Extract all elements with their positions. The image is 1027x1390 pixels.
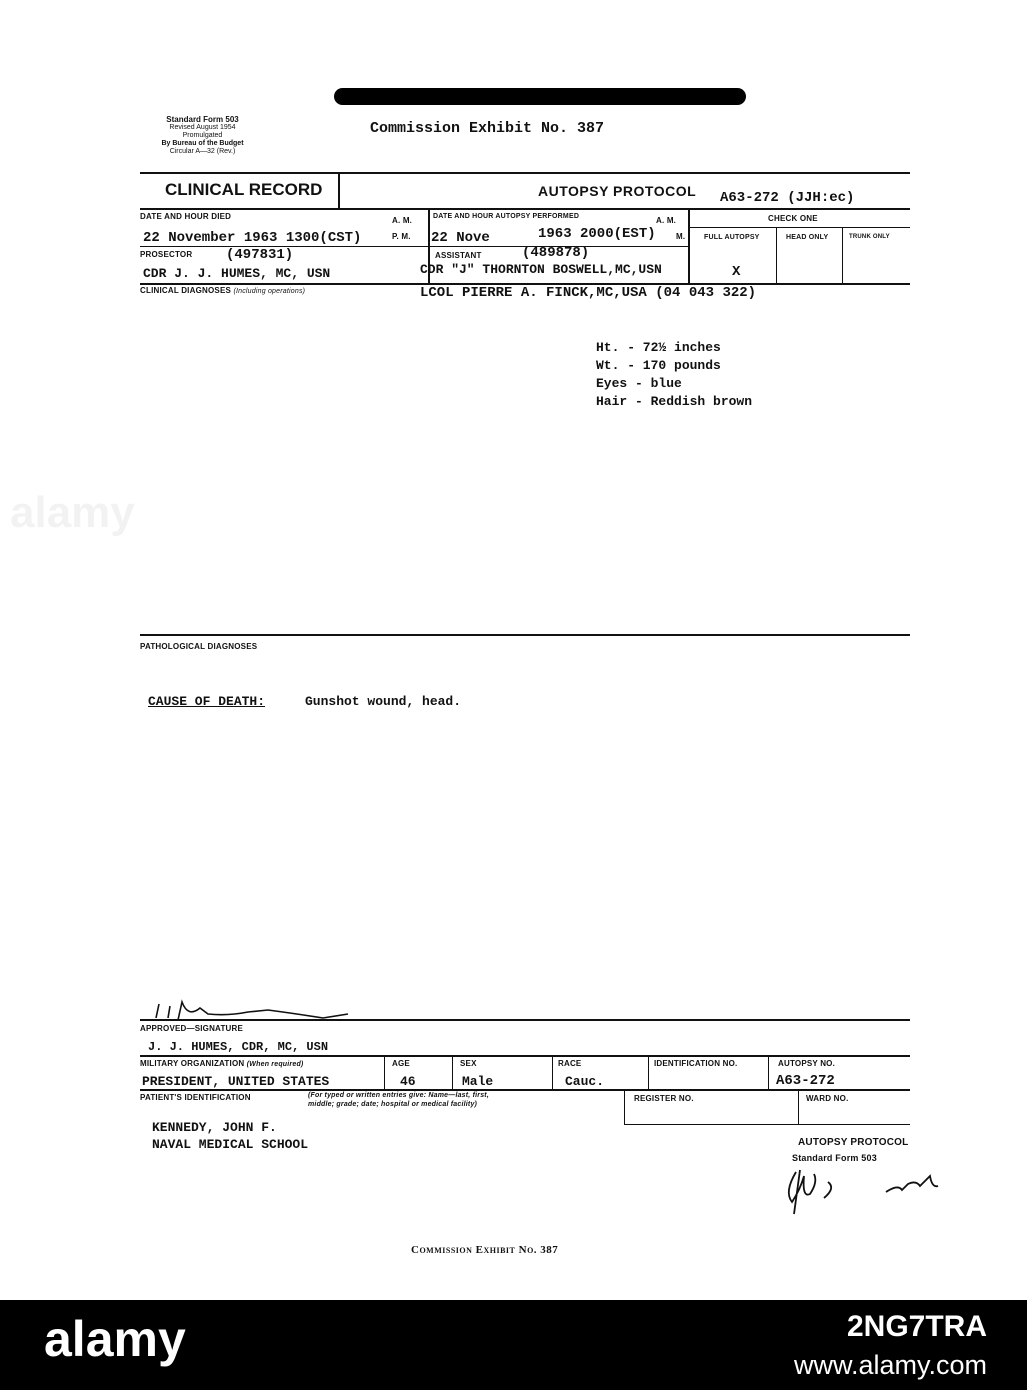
age-value: 46 <box>400 1074 416 1089</box>
prosector-label: PROSECTOR <box>140 250 193 259</box>
am2-label: A. M. <box>656 216 677 225</box>
form-line-5: Circular A—32 (Rev.) <box>169 148 236 155</box>
exhibit-title: Commission Exhibit No. 387 <box>370 120 605 137</box>
autopsy-no-value: A63-272 <box>776 1073 835 1089</box>
assistant-name: CDR "J" THORNTON BOSWELL,MC,USN <box>420 262 662 277</box>
form-line-2: Revised August 1954 <box>169 124 236 131</box>
pathological-diagnoses-label: PATHOLOGICAL DIAGNOSES <box>140 642 258 651</box>
second-assistant: LCOL PIERRE A. FINCK,MC,USA (04 043 322) <box>420 285 757 301</box>
assistant-label: ASSISTANT <box>435 251 482 260</box>
organization-value: PRESIDENT, UNITED STATES <box>142 1074 330 1089</box>
assistant-id: (489878) <box>522 245 590 261</box>
autopsy-no-label: AUTOPSY NO. <box>778 1059 836 1068</box>
stock-image-id: 2NG7TRA <box>846 1310 987 1343</box>
ward-no-label: WARD NO. <box>806 1094 849 1103</box>
footer-standard-form: Standard Form 503 <box>792 1153 877 1163</box>
prosector-name: CDR J. J. HUMES, MC, USN <box>143 266 331 281</box>
date-died-value: 22 November 1963 1300(CST) <box>143 230 362 246</box>
form-line-1: Standard Form 503 <box>166 115 239 124</box>
age-label: AGE <box>392 1059 410 1068</box>
head-only-label: HEAD ONLY <box>786 234 829 241</box>
pm-label: P. M. <box>392 232 411 241</box>
height-value: Ht. - 72½ inches <box>596 340 721 355</box>
clinical-record-title: CLINICAL RECORD <box>165 180 323 199</box>
clinical-diagnoses-text: CLINICAL DIAGNOSES <box>140 286 232 295</box>
am-label: A. M. <box>392 216 413 225</box>
identification-no-label: IDENTIFICATION NO. <box>654 1059 738 1068</box>
military-organization-text: MILITARY ORGANIZATION <box>140 1059 245 1068</box>
watermark-left: alamy <box>10 488 135 537</box>
form-header <box>140 116 265 156</box>
hair-value: Hair - Reddish brown <box>596 394 753 409</box>
race-label: RACE <box>558 1059 582 1068</box>
humes-signature <box>148 996 368 1026</box>
when-required-note: (When required) <box>246 1061 304 1068</box>
cause-of-death-text: Gunshot wound, head. <box>305 694 462 709</box>
footer-protocol: AUTOPSY PROTOCOL <box>798 1137 909 1148</box>
stock-site: www.alamy.com <box>793 1350 987 1380</box>
date-performed-value-a: 22 Nove <box>431 230 490 246</box>
race-value: Cauc. <box>565 1074 605 1089</box>
date-performed-label: DATE AND HOUR AUTOPSY PERFORMED <box>433 213 580 220</box>
stock-brand: alamy <box>44 1311 186 1367</box>
clinical-diagnoses-label <box>140 286 305 295</box>
protocol-number: A63-272 (JJH:ec) <box>720 190 855 206</box>
check-one-label: CHECK ONE <box>768 214 818 223</box>
facility-name: NAVAL MEDICAL SCHOOL <box>152 1137 309 1152</box>
including-operations-note: (Including operations) <box>233 288 306 295</box>
form-line-3: Promulgated <box>182 132 223 139</box>
date-died-label: DATE AND HOUR DIED <box>140 212 232 221</box>
sex-value: Male <box>462 1074 494 1089</box>
form-line-4: By Bureau of the Budget <box>161 140 244 147</box>
autopsy-protocol-title: AUTOPSY PROTOCOL <box>538 183 697 199</box>
full-autopsy-check: X <box>732 264 741 280</box>
military-organization-label <box>140 1059 303 1068</box>
stock-footer <box>0 1300 1027 1390</box>
top-bar <box>334 88 746 105</box>
eyes-value: Eyes - blue <box>596 376 682 391</box>
commission-exhibit-footer: Commission Exhibit No. 387 <box>411 1244 559 1256</box>
patient-name: KENNEDY, JOHN F. <box>152 1120 277 1135</box>
m2-label: M. <box>676 232 686 241</box>
date-performed-value-b: 1963 2000(EST) <box>538 226 656 242</box>
identification-note-1: (For typed or written entries give: Name—last, first, <box>308 1092 489 1099</box>
cause-of-death-label: CAUSE OF DEATH: <box>148 694 266 709</box>
patients-identification-label: PATIENT'S IDENTIFICATION <box>140 1093 251 1102</box>
initials-signature <box>770 1162 950 1222</box>
prosector-id: (497831) <box>226 247 294 263</box>
identification-note-2: middle; grade; date; hospital or medical facility) <box>308 1101 478 1108</box>
full-autopsy-label: FULL AUTOPSY <box>704 234 760 241</box>
sex-label: SEX <box>460 1059 477 1068</box>
signer-name: J. J. HUMES, CDR, MC, USN <box>148 1040 329 1054</box>
weight-value: Wt. - 170 pounds <box>596 358 721 373</box>
approved-signature-label: APPROVED—SIGNATURE <box>140 1024 244 1033</box>
trunk-only-label: TRUNK ONLY <box>849 234 890 240</box>
register-no-label: REGISTER NO. <box>634 1094 694 1103</box>
